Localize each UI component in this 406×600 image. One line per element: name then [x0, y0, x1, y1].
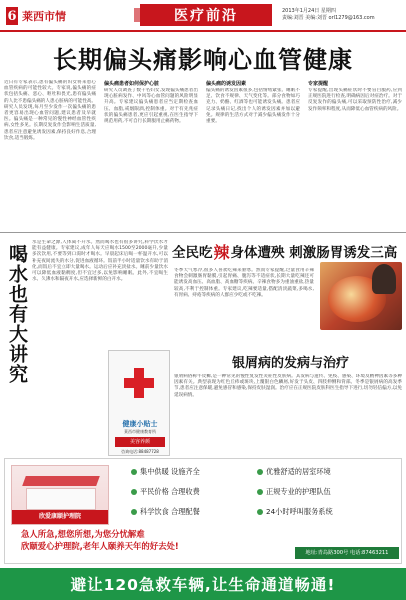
ad-feature: 集中供暖 设施齐全 [131, 467, 200, 477]
health-tip-card [108, 350, 170, 456]
page-number: 6 [7, 8, 17, 24]
article-column-2: 研究人员调查了数千名妇女,发现偏头痛患者出现心脏病发作、中风等心血管问题的风险明显升高。专家建议偏头痛患者应当定期检查血压、血脂,戒烟限酒,控制体重。对于有先兆症状的偏头痛患者,更应引起重视,在医生指导下规范用药,不可自行长期服用止痛药物。 [104, 88, 198, 125]
card-phone: 咨询电话:88487728 [121, 449, 159, 454]
masthead-rule [0, 30, 406, 32]
side-headline: 喝水也有大讲究 [6, 244, 28, 384]
bullet-icon [131, 489, 137, 495]
ad-feature: 平民价格 合理收费 [131, 487, 200, 497]
ad-feature: 优雅舒适的居室环境 [257, 467, 331, 477]
bullet-icon [131, 469, 137, 475]
card-title: 健康小贴士 [122, 420, 158, 428]
bullet-icon [257, 489, 263, 495]
article-column-1: 近日有专家表示,患有偏头痛的妇女将来患心血管疾病的可能性较大。专家说,偏头痛的症状包括头痛、恶心、呕吐和畏光,患有偏头痛的人比不患偏头痛的人患心脏病的可能性高。研究人员发现,每月至少发作一次偏头痛的患者更容易出现心血管问题,建议患者及早就医。偏头痛是一种常见的慢性神经血管性疾病,女性多见。长期反复发作会影响生活质量,患者应注意避免诱发因素,保持良好作息,合理饮食,适当锻炼。 [4, 80, 96, 141]
ad-slogan: 急人所急,想您所想,为您分忧解难 欣颐爱心护理院,老年人颐养天年的好去处! [21, 529, 179, 551]
spicy-headline-part-a: 全民吃 [172, 245, 213, 261]
section-title: 医疗前沿 [140, 4, 272, 26]
ad-building-image [11, 465, 109, 525]
bullet-icon [257, 509, 263, 515]
building-roof [22, 476, 100, 486]
side-article-body: 水是生命之源,人体离不开水。然而喝水也有很多讲究,科学饮水才能有益健康。专家建议,成年人每天应喝水1500至2000毫升,少量多次饮用,不要等到口渴时才喝水。早晨起床后喝一杯温开水,可以补充夜间流失的水分,促进血液循环。饭前半小时适量饮水有助于消化,而饭后不宜立即大量喝水。运动后应补充淡盐水。睡前少量饮水可以降低血液黏稠度,但不宜过多,以免影响睡眠。此外,不宜喝生水、久沸水和隔夜开水,应选择新鲜的白开水。 [32, 240, 168, 283]
ad-feature-list [131, 465, 401, 525]
article-column-4: 专家提醒,出现头痛症状时不要盲目服药,应到正规医院进行检查,明确病因后对症治疗。对于反复发作的偏头痛,可以采取预防性治疗,减少发作频率和程度,从而降低心血管疾病的风险。 [308, 88, 402, 112]
column-4-heading: 专家提醒 [308, 81, 329, 87]
issue-info: 2013年1月24日 星期四 责编:刘晋 美编:刘晋 orl1279@163.com [282, 8, 375, 21]
ad-feature: 24小时呼叫服务系统 [257, 507, 333, 517]
bullet-icon [257, 469, 263, 475]
building-wall [26, 488, 96, 510]
card-logo-area [109, 351, 169, 415]
ad-feature: 科学饮食 合理配餐 [131, 507, 200, 517]
article-column-3: 偏头痛的诱发因素很多,包括情绪紧张、睡眠不足、饮食不规律、天气变化等。部分食物如巧克力、奶酪、红酒等也可能诱发头痛。患者应记录头痛日记,找出个人的诱发因素并加以避免。规律的生活方式对于减少偏头痛发作十分重要。 [206, 88, 300, 125]
card-tag: 美容养颜 [115, 437, 165, 447]
spicy-headline-part-b: 身体遭殃 刺激肠胃诱发三高 [230, 245, 398, 261]
upper-article [4, 80, 402, 230]
section-divider [0, 232, 406, 233]
main-headline: 长期偏头痛影响心血管健康 [53, 45, 353, 74]
psoriasis-article-body: 银屑病俗称牛皮癣,是一种常见的慢性复发性炎症性皮肤病。其发病与遗传、免疫、感染、环境及精神因素等多种因素有关。典型表现为红色丘疹或斑块,上覆银白色鳞屑,好发于头皮、四肢伸侧和背部。冬季是银屑病的高发季节,患者应注意保暖,避免感冒和感染,保持皮肤湿润。治疗应在正规医院皮肤科医生指导下进行,切勿轻信偏方,以免延误病情。 [174, 374, 402, 398]
person-figure [372, 264, 396, 294]
red-cross-icon [124, 368, 154, 398]
column-2-heading: 偏头痛患者如何保护心脏 [104, 81, 160, 87]
masthead [0, 0, 406, 40]
spicy-article-body: 冬季天气寒冷,很多人喜欢吃辣来驱寒。然而专家提醒,过量食用辛辣食物会刺激肠胃黏膜,引起胃痛、腹泻等不适症状,长期大量吃辣还可能诱发高血压、高血脂、高血糖等疾病。辛辣食物多为重油重盐,热量较高,不利于控制体重。专家建议,吃辣要适量,搭配清淡蔬菜,多喝水,有胃病、痔疮等疾病的人群应少吃或不吃辣。 [174, 268, 314, 298]
spicy-food-photo [320, 262, 402, 330]
card-subtitle: 莱西市健康教育所 [124, 429, 156, 434]
nursing-home-ad [4, 458, 402, 564]
paper-name: 莱西市情 [22, 10, 66, 23]
column-3-heading: 偏头痛的诱发因素 [206, 81, 247, 87]
psoriasis-headline: 银屑病的发病与治疗 [232, 355, 350, 371]
ad-feature: 正规专业的护理队伍 [257, 487, 331, 497]
ad-image-banner: 欣爱康颐护理院 [12, 510, 108, 524]
bullet-icon [131, 509, 137, 515]
ad-address: 地址:青岛路300号 电话:87463211 [295, 547, 399, 559]
footer-banner: 避让120急救车辆,让生命通道畅通! [0, 568, 406, 600]
spicy-headline-emphasis: 辣 [213, 242, 230, 262]
